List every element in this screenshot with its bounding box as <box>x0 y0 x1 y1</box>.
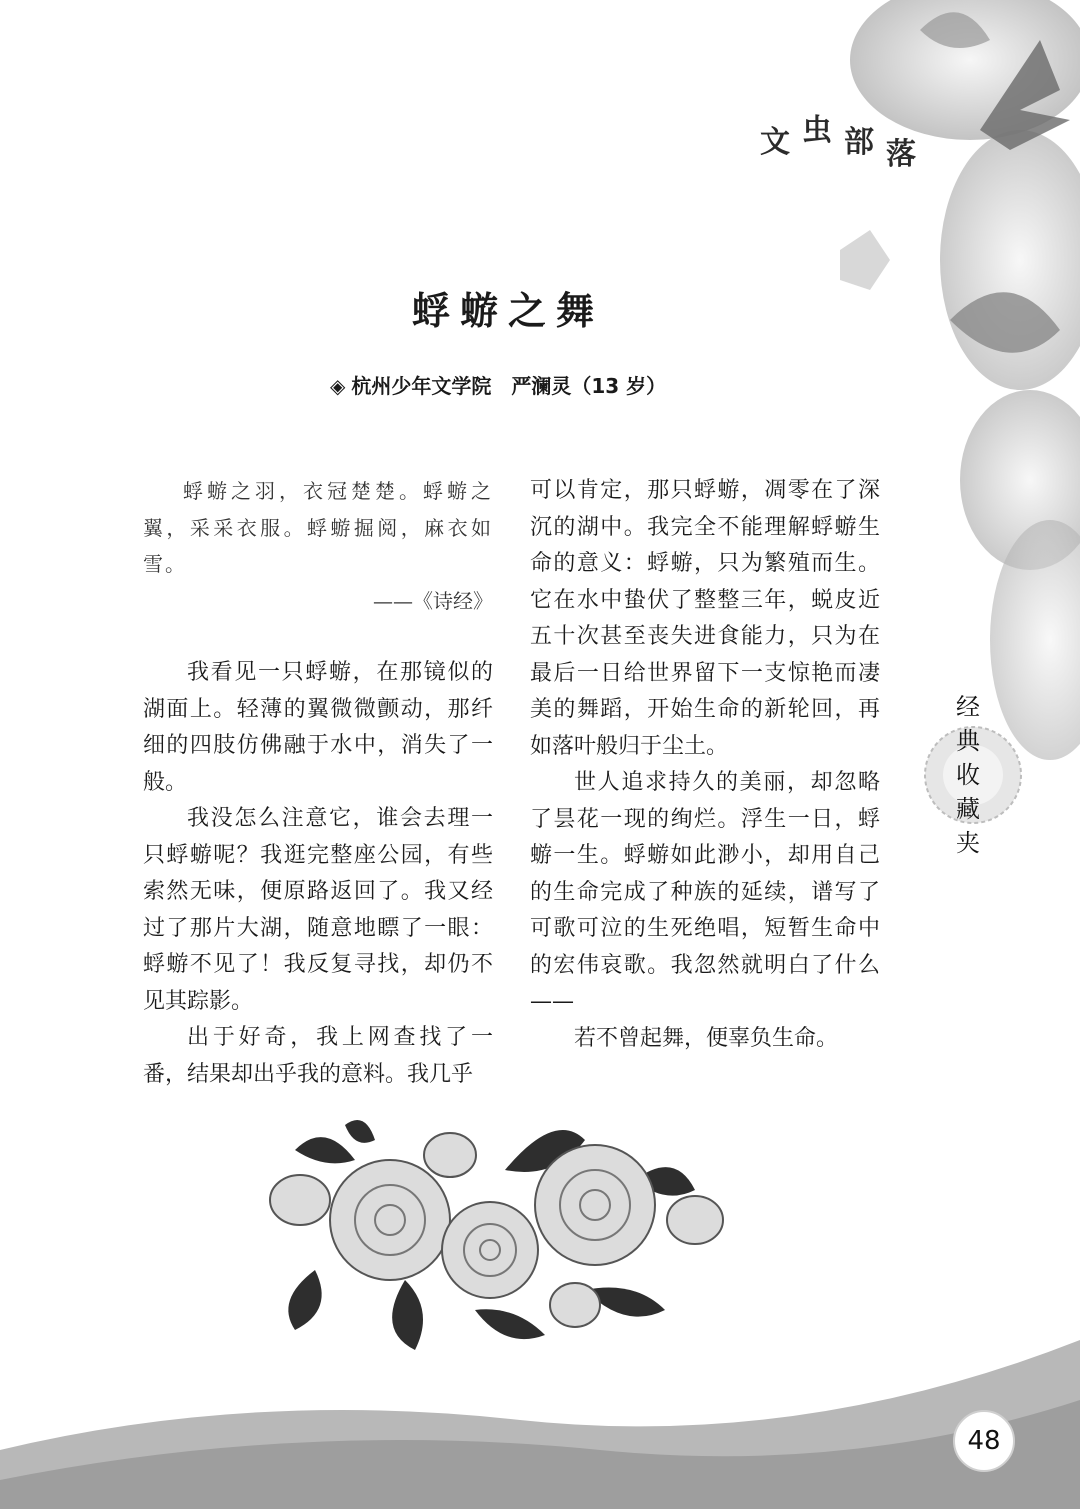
side-label-char: 收 <box>956 761 980 789</box>
bottom-wave-decoration <box>0 1330 1080 1509</box>
paragraph: 我看见一只蜉蝣，在那镜似的湖面上。轻薄的翼微微颤动，那纤细的四肢仿佛融于水中，消失了一般。 <box>143 660 493 795</box>
rose-illustration <box>255 1110 725 1350</box>
section-char: 落 <box>886 137 916 172</box>
section-char: 文 <box>760 125 790 160</box>
diamond-icon: ◈ <box>330 374 346 398</box>
section-char: 部 <box>844 125 874 160</box>
paragraph-continuation: 可以肯定，那只蜉蝣，凋零在了深沉的湖中。我完全不能理解蜉蝣生命的意义：蜉蝣，只为繁殖而生。它在水中蛰伏了整整三年，蜕皮近五十次甚至丧失进食能力，只为在最后一日给世界留下一支惊艳而凄美的舞蹈，开始生命的新轮回，再如落叶般归于尘土。 <box>530 478 880 759</box>
left-column <box>143 473 493 1093</box>
paragraph: 世人追求持久的美丽，却忽略了昙花一现的绚烂。浮生一日，蜉蝣一生。蜉蝣如此渺小，却用自己的生命完成了种族的延续，谱写了可歌可泣的生死绝唱，短暂生命中的宏伟哀歌。我忽然就明白了什么—— <box>530 770 880 1014</box>
section-char: 虫 <box>802 113 832 148</box>
side-label-char: 经 <box>956 693 980 721</box>
side-label-char: 夹 <box>956 829 980 857</box>
right-column <box>530 473 880 1057</box>
side-label-char: 藏 <box>956 795 980 823</box>
side-label-char: 典 <box>956 727 980 755</box>
epigraph: 蜉蝣之羽，衣冠楚楚。蜉蝣之翼，采采衣服。蜉蝣掘阅，麻衣如雪。 <box>143 479 493 576</box>
paragraph: 若不曾起舞，便辜负生命。 <box>574 1025 839 1051</box>
side-label <box>918 690 1028 857</box>
article-title: 蜉蝣之舞 <box>411 289 604 333</box>
epigraph-source: ——《诗经》 <box>373 588 493 613</box>
byline-text: 杭州少年文学院 严澜灵（13 岁） <box>351 374 667 398</box>
paragraph: 出于好奇，我上网查找了一番，结果却出乎我的意料。我几乎 <box>143 1025 493 1087</box>
byline <box>330 370 666 399</box>
page-number: 48 <box>953 1410 1015 1472</box>
section-title <box>760 105 940 175</box>
paragraph: 我没怎么注意它，谁会去理一只蜉蝣呢？我逛完整座公园，有些索然无味，便原路返回了。我又经过了那片大湖，随意地瞟了一眼：蜉蝣不见了！我反复寻找，却仍不见其踪影。 <box>143 806 493 1014</box>
